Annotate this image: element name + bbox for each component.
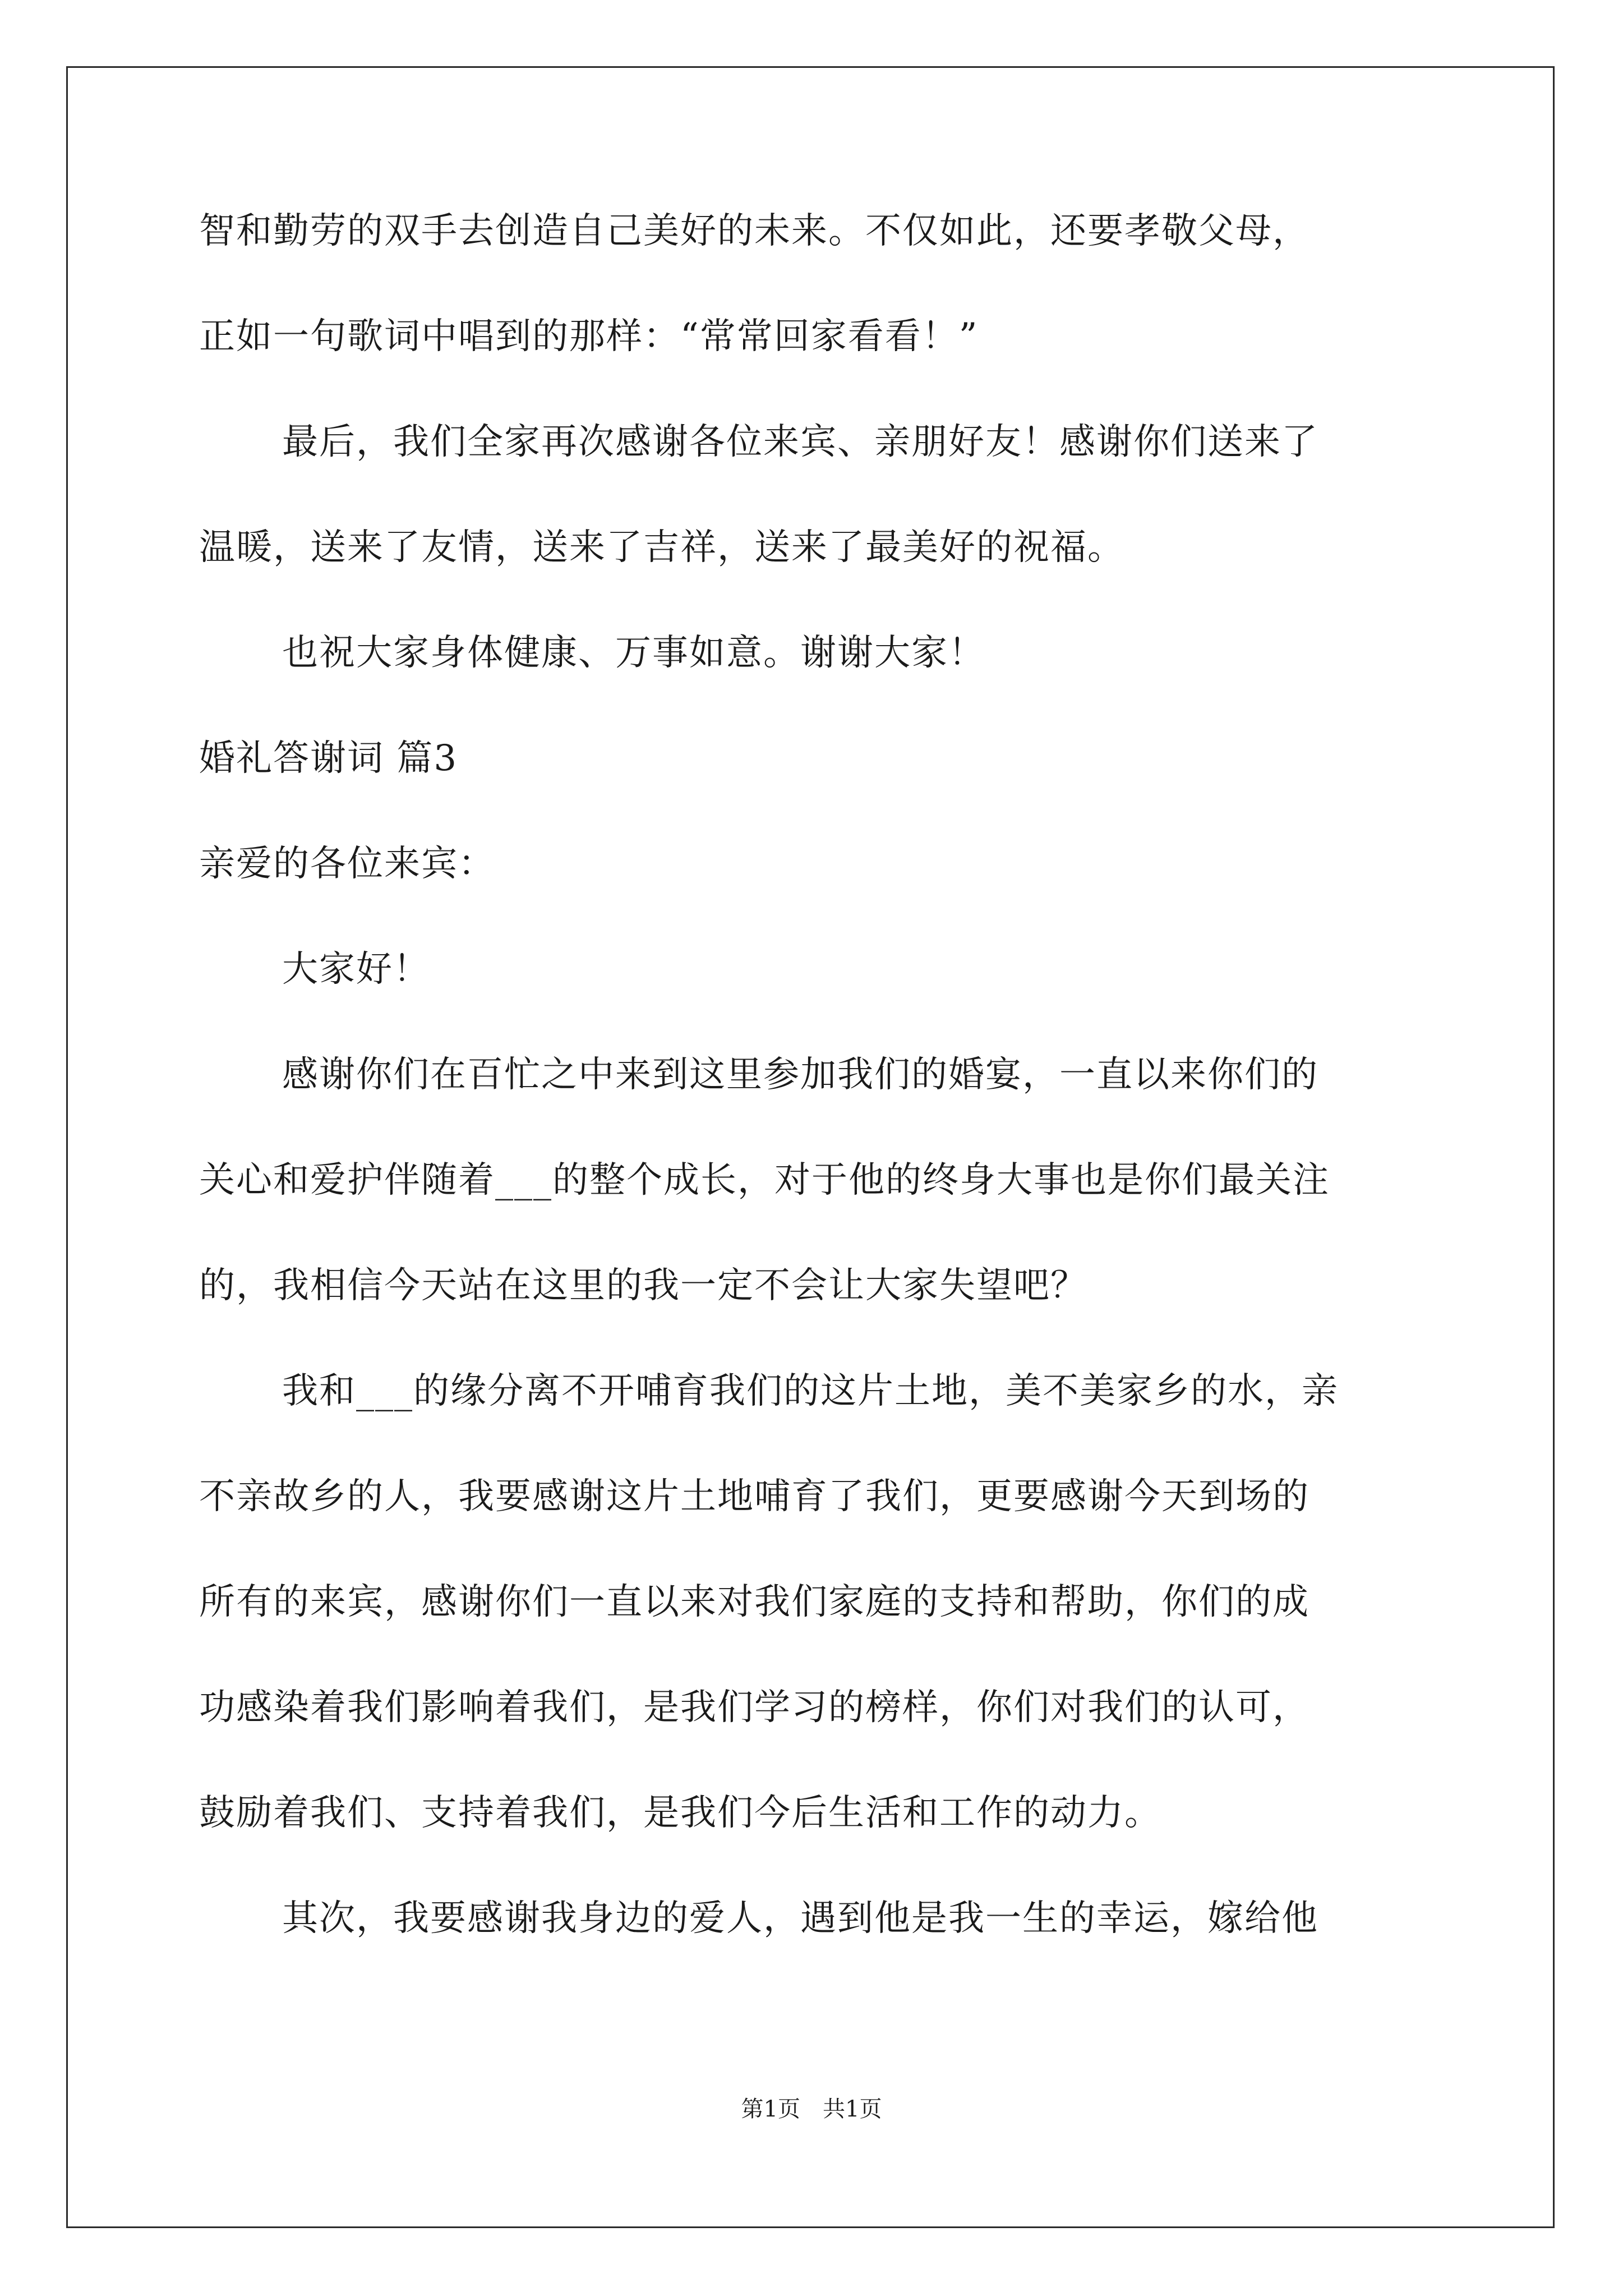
document-body [199, 210, 1427, 2006]
greeting: 大家好！ [282, 949, 430, 990]
text-line: 也祝大家身体健康、万事如意。谢谢大家！ [282, 632, 985, 674]
text-line: 最后，我们全家再次感谢各位来宾、亲朋好友！感谢你们送来了 [282, 421, 1318, 463]
text-line: 的，我相信今天站在这里的我一定不会让大家失望吧？ [199, 1265, 1087, 1306]
text-line: 关心和爱护伴随着___的整个成长，对于他的终身大事也是你们最关注 [199, 1159, 1330, 1201]
salutation: 亲爱的各位来宾： [199, 843, 495, 885]
text-line: 不亲故乡的人，我要感谢这片土地哺育了我们，更要感谢今天到场的 [199, 1476, 1310, 1517]
section-heading: 婚礼答谢词 篇3 [199, 738, 458, 779]
text-line: 智和勤劳的双手去创造自己美好的未来。不仅如此，还要孝敬父母， [199, 210, 1310, 252]
text-line: 所有的来宾，感谢你们一直以来对我们家庭的支持和帮助，你们的成 [199, 1581, 1310, 1623]
text-line: 我和___的缘分离不开哺育我们的这片土地，美不美家乡的水，亲 [282, 1370, 1339, 1412]
text-line: 温暖，送来了友情，送来了吉祥，送来了最美好的祝福。 [199, 527, 1124, 568]
text-line: 其次，我要感谢我身边的爱人，遇到他是我一生的幸运，嫁给他 [282, 1898, 1318, 1939]
text-line: 正如一句歌词中唱到的那样：“常常回家看看！” [199, 316, 979, 357]
text-line: 鼓励着我们、支持着我们，是我们今后生活和工作的动力。 [199, 1792, 1161, 1834]
text-line: 感谢你们在百忙之中来到这里参加我们的婚宴，一直以来你们的 [282, 1054, 1318, 1096]
text-line: 功感染着我们影响着我们，是我们学习的榜样，你们对我们的认可， [199, 1687, 1310, 1728]
page-footer: 第1页 共1页 [741, 2096, 882, 2122]
